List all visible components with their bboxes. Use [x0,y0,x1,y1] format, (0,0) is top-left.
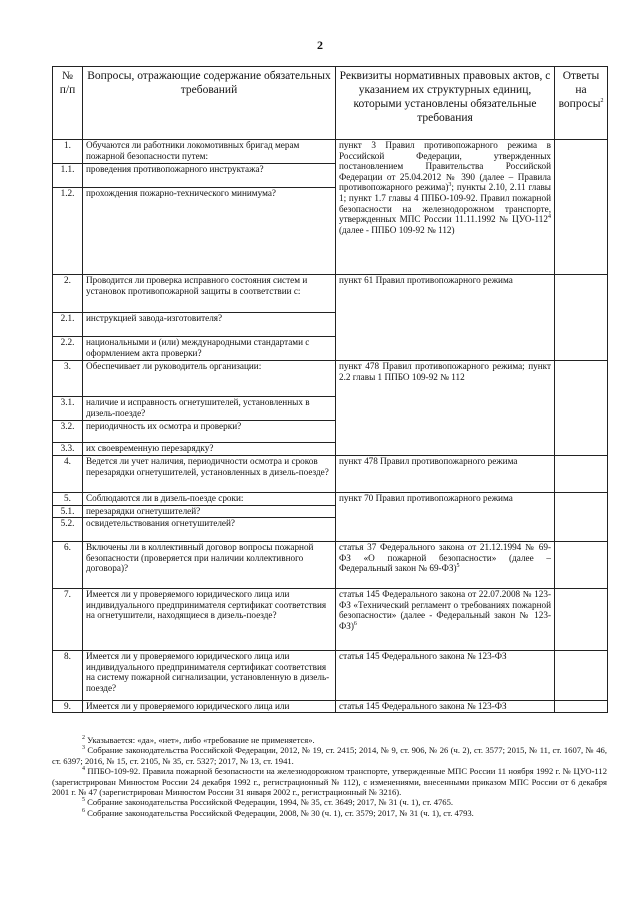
row-number: 1. [53,140,83,164]
question-cell: перезарядки огнетушителей? [83,506,336,518]
table-row [53,140,608,164]
question-cell: инструкцией завода-изготовителя? [83,313,336,337]
table-row [53,651,608,701]
question-cell: Имеется ли у проверяемого юридического лица или индивидуального предпринимателя сертификат соответствия на систему пожарной сигнализации, установленную в дизель-поезде? [83,651,336,701]
footnote-mark: 4 [82,766,85,773]
footnote-mark: 2 [82,735,85,742]
row-number: 3.3. [53,443,83,456]
row-number: 5.1. [53,506,83,518]
answer-cell[interactable] [555,456,608,493]
footnote [52,745,607,766]
footnote [52,766,607,797]
footnote-mark: 5 [456,563,460,570]
reference-cell: пункт 61 Правил противопожарного режима [336,275,555,361]
question-cell: наличие и исправность огнетушителей, установленных в дизель-поезде? [83,397,336,421]
question-cell: проведения противопожарного инструктажа? [83,164,336,188]
row-number: 5. [53,493,83,506]
reference-text: пункт 3 Правил противопожарного режима в Российской Федерации, утвержденных постановлением Правительства Российской Федерации от 25.04.2012 № 390 (далее – Правила противопожарного режима) [339,140,551,193]
question-cell: Имеется ли у проверяемого юридического лица или индивидуального предпринимателя сертификат соответствия на огнетушители, находящиеся в дизель-поезде? [83,589,336,651]
footnote-text: Указывается: «да», «нет», либо «требование не применяется». [85,735,315,745]
footnote [52,797,607,807]
question-cell: Обеспечивает ли руководитель организации: [83,361,336,397]
question-cell: освидетельствования огнетушителей? [83,518,336,542]
reference-cell: пункт 478 Правил противопожарного режима [336,456,555,493]
header-questions: Вопросы, отражающие содержание обязательных требований [83,67,336,140]
question-cell: Ведется ли учет наличия, периодичности осмотра и сроков перезарядки огнетушителей, установленных в дизель-поезде? [83,456,336,493]
question-cell: прохождения пожарно-технического минимума? [83,188,336,275]
footnote [52,735,607,745]
question-cell: национальными и (или) международными стандартами с оформлением акта проверки? [83,337,336,361]
footnote-text: Собрание законодательства Российской Федерации, 2008, № 30 (ч. 1), ст. 3579; 2017, № 31 (ч. 1), ст. 4793. [85,807,474,818]
reference-cell [336,542,555,589]
reference-cell: статья 145 Федерального закона № 123-ФЗ [336,651,555,701]
answer-cell[interactable] [555,542,608,589]
footnote-mark: 6 [353,620,357,627]
footnote [52,808,607,818]
row-number: 3.2. [53,421,83,443]
footnotes [52,735,607,818]
row-number: 2.2. [53,337,83,361]
answer-cell[interactable] [555,493,608,542]
answer-cell[interactable] [555,651,608,701]
header-answers [555,67,608,140]
question-cell: Включены ли в коллективный договор вопросы пожарной безопасности (проверяется при наличии коллективного договора)? [83,542,336,589]
reference-cell [336,140,555,275]
table-row [53,701,608,713]
answer-cell[interactable] [555,701,608,713]
row-number: 5.2. [53,518,83,542]
table-row [53,493,608,506]
answer-cell[interactable] [555,275,608,361]
row-number: 3.1. [53,397,83,421]
question-cell: Имеется ли у проверяемого юридического лица или [83,701,336,713]
reference-cell: статья 145 Федерального закона № 123-ФЗ [336,701,555,713]
reference-text: (далее - ППБО 109-92 № 112) [339,224,455,235]
answer-cell[interactable] [555,361,608,456]
row-number: 2. [53,275,83,313]
question-cell: Соблюдаются ли в дизель-поезде сроки: [83,493,336,506]
question-cell: периодичность их осмотра и проверки? [83,421,336,443]
header-answers-text: Ответы на вопросы [558,70,601,110]
table-row [53,542,608,589]
footnote-text: ППБО-109-92. Правила пожарной безопасности на железнодорожном транспорте, утвержденные МПС России 11 ноября 1992 г. № ЦУО-112 (зарегистрирован Минюстом России 24 декабря 1992 г., регистрационный № 112), с изменениями, внесенными приказом МПС России от 6 декабря 2001 г. № 47 (зарегистрирован Минюстом России 31 января 2002 г., регистрационный № 3216). [52,766,607,798]
header-row [53,67,608,140]
table-row [53,361,608,397]
footnote-text: Собрание законодательства Российской Федерации, 1994, № 35, ст. 3649; 2017, № 31 (ч. 1), ст. 4765. [85,797,454,808]
table-row [53,589,608,651]
row-number: 9. [53,701,83,713]
reference-cell: пункт 70 Правил противопожарного режима [336,493,555,542]
footnote-text: Собрание законодательства Российской Федерации, 2012, № 19, ст. 2415; 2014, № 9, ст. 906, № 26 (ч. 2), ст. 3577; 2015, № 11, ст. 1607, № 46, ст. 6397; 2016, № 15, ст. 2105, № 35, ст. 5327; 2017, № 13, ст. 1941. [52,745,607,766]
footnote-mark: 3 [82,745,85,752]
answer-cell[interactable] [555,140,608,275]
footnote-mark: 6 [82,807,85,814]
answer-cell[interactable] [555,589,608,651]
row-number: 7. [53,589,83,651]
reference-text: ; пункты 2.10, 2.11 главы 1; пункт 1.7 главы 4 ППБО-109-92. Правил пожарной безопасности на железнодорожном транспорте, утвержденных МПС России 11.11.1992 № ЦУО-112 [339,182,551,225]
requirements-table [52,66,608,713]
question-cell: Обучаются ли работники локомотивных бригад мерам пожарной безопасности путем: [83,140,336,164]
question-cell: их своевременную перезарядку? [83,443,336,456]
row-number: 3. [53,361,83,397]
row-number: 1.2. [53,188,83,275]
table-row [53,275,608,313]
footnote-mark: 3 [448,182,452,189]
reference-text: статья 145 Федерального закона от 22.07.2008 № 123-ФЗ «Технический регламент о требованиях пожарной безопасности» (далее - Федеральный закон № 123-ФЗ) [339,589,551,631]
header-refs: Реквизиты нормативных правовых актов, с указанием их структурных единиц, которыми установлены обязательные требования [336,67,555,140]
row-number: 2.1. [53,313,83,337]
row-number: 6. [53,542,83,589]
question-cell: Проводится ли проверка исправного состояния систем и установок противопожарной защиты в соответствии с: [83,275,336,313]
page-number: 2 [317,38,323,52]
footnote-mark: 2 [600,98,604,105]
reference-cell: пункт 478 Правил противопожарного режима; пункт 2.2 главы 1 ППБО 109-92 № 112 [336,361,555,456]
row-number: 1.1. [53,164,83,188]
footnote-mark: 5 [82,797,85,804]
reference-cell [336,589,555,651]
footnote-mark: 4 [548,214,551,221]
header-num: № п/п [53,67,83,140]
row-number: 8. [53,651,83,701]
row-number: 4. [53,456,83,493]
table-row [53,456,608,493]
reference-text: статья 37 Федерального закона от 21.12.1994 № 69-ФЗ «О пожарной безопасности» (далее – Федеральный закон № 69-ФЗ) [339,542,551,574]
